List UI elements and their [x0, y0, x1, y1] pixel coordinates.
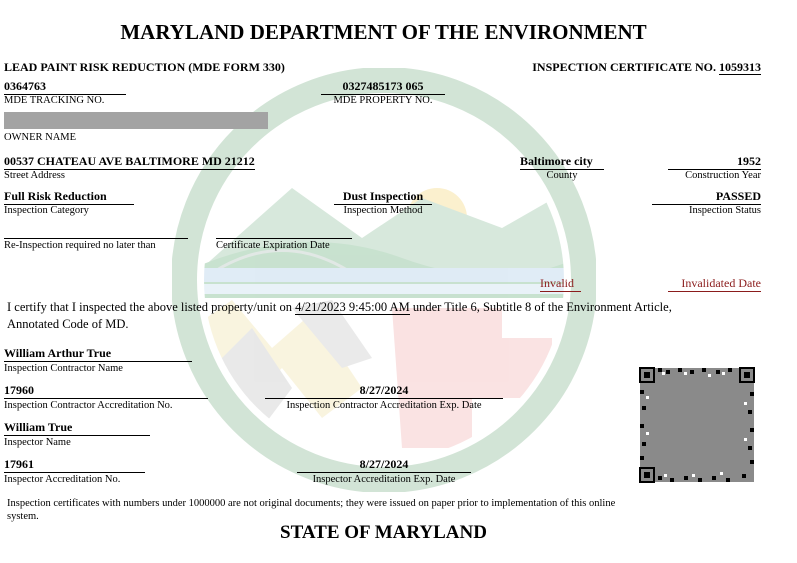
inspector-name: William True [4, 420, 150, 436]
construction-year-label: Construction Year [685, 170, 761, 181]
inspection-method-label: Inspection Method [343, 205, 423, 216]
expiration-date-line [216, 224, 352, 239]
certification-text-before: I certify that I inspected the above listed property/unit on [7, 300, 292, 314]
street-label: Street Address [4, 170, 65, 181]
tracking-number: 0364763 [4, 79, 126, 95]
tracking-label: MDE TRACKING NO. [4, 95, 105, 106]
certificate-label: INSPECTION CERTIFICATE NO. [532, 60, 716, 74]
contractor-accreditation-no: 17960 [4, 383, 208, 399]
inspector-accreditation-no: 17961 [4, 457, 145, 473]
certification-text-after: under Title 6, Subtitle 8 of the Environment Article, [412, 300, 672, 314]
property-number: 0327485173 065 [321, 79, 445, 95]
invalidated-date-label: Invalidated Date [668, 276, 761, 292]
invalid-status: Invalid [540, 276, 581, 292]
owner-name-redacted [4, 112, 268, 129]
inspector-accreditation-label: Inspector Accreditation No. [4, 474, 121, 485]
reinspection-date-line [4, 224, 188, 239]
inspection-status-label: Inspection Status [688, 205, 761, 216]
footer-note: Inspection certificates with numbers under 1000000 are not original documents; they were issued on paper prior to implementation of this online [7, 498, 616, 509]
contractor-accreditation-label: Inspection Contractor Accreditation No. [4, 400, 173, 411]
certificate-number [532, 60, 761, 75]
expiration-label: Certificate Expiration Date [216, 240, 330, 251]
inspection-category-label: Inspection Category [4, 205, 89, 216]
inspection-method: Dust Inspection [334, 189, 432, 205]
contractor-name: William Arthur True [4, 346, 192, 362]
page-title: MARYLAND DEPARTMENT OF THE ENVIRONMENT [120, 20, 647, 44]
qr-code [638, 366, 756, 484]
contractor-accreditation-exp-label: Inspection Contractor Accreditation Exp. Date [286, 400, 482, 411]
inspector-accreditation-exp: 8/27/2024 [297, 457, 471, 473]
inspection-category: Full Risk Reduction [4, 189, 134, 205]
contractor-accreditation-exp: 8/27/2024 [265, 383, 503, 399]
certification-datetime: 4/21/2023 9:45:00 AM [295, 300, 410, 314]
certification-statement-line2: Annotated Code of MD. [7, 317, 129, 331]
contractor-name-label: Inspection Contractor Name [4, 363, 123, 374]
street-address: 00537 CHATEAU AVE BALTIMORE MD 21212 [4, 154, 255, 168]
county-label: County [546, 170, 578, 181]
inspector-name-label: Inspector Name [4, 437, 71, 448]
owner-label: OWNER NAME [4, 132, 77, 143]
construction-year: 1952 [668, 154, 761, 170]
reinspection-label: Re-Inspection required no later than [4, 240, 156, 251]
property-label: MDE PROPERTY NO. [333, 95, 433, 106]
state-name: STATE OF MARYLAND [280, 522, 487, 543]
footer-note-line2: system. [7, 511, 39, 522]
county-value: Baltimore city [520, 154, 604, 170]
form-name: LEAD PAINT RISK REDUCTION (MDE FORM 330) [4, 60, 285, 74]
certificate-value: 1059313 [719, 60, 761, 74]
inspector-accreditation-exp-label: Inspector Accreditation Exp. Date [312, 474, 456, 485]
inspection-status: PASSED [652, 189, 761, 205]
certification-statement [7, 300, 672, 315]
